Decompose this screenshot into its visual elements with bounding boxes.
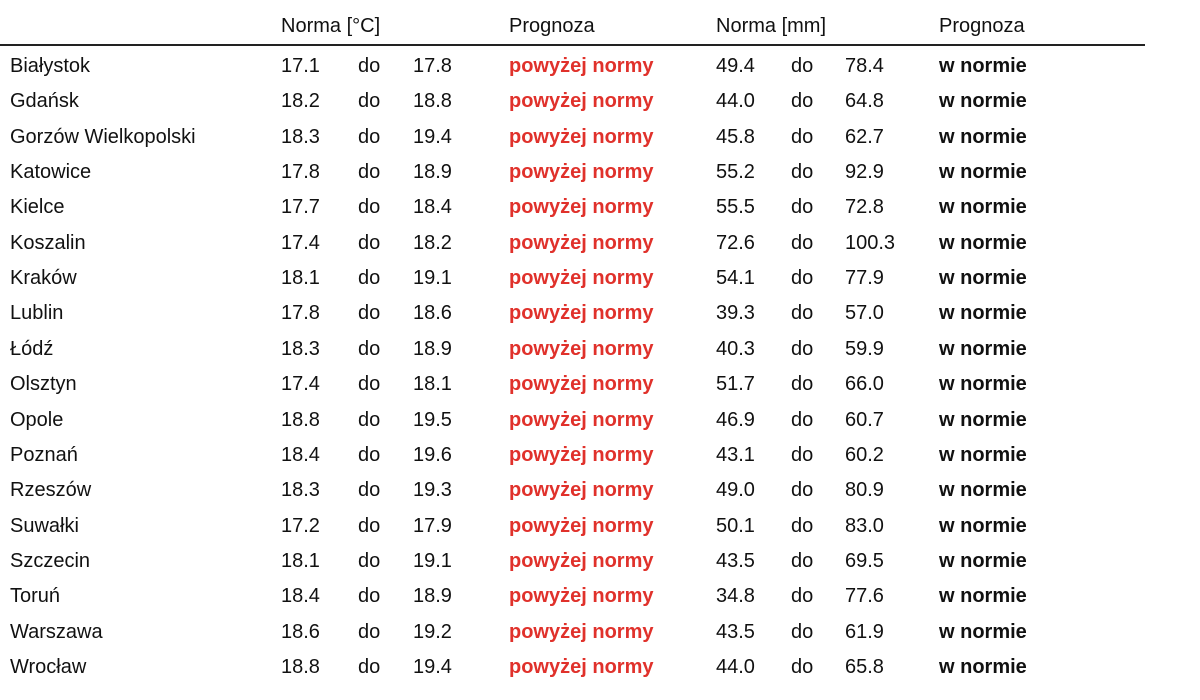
precip-norm-low-cell: 49.4: [716, 55, 755, 77]
temp-norm-low-cell: 17.8: [281, 302, 320, 325]
temp-range-separator: do: [358, 267, 381, 290]
precip-norm-low-cell: 39.3: [716, 302, 755, 325]
temp-forecast-cell: powyżej normy: [509, 514, 654, 537]
temp-forecast-cell: powyżej normy: [509, 585, 654, 608]
precip-forecast-cell: w normie: [939, 90, 1027, 113]
precip-range-separator: do: [791, 549, 814, 572]
precip-norm-high-cell: 80.9: [845, 479, 884, 502]
precip-norm-high-cell: 59.9: [845, 337, 884, 360]
city-cell: Kraków: [10, 267, 77, 290]
temp-norm-high-cell: 18.8: [413, 90, 452, 113]
table-row: [0, 650, 1200, 685]
city-cell: Warszawa: [10, 620, 103, 643]
header-precip-norm: Norma [mm]: [716, 15, 826, 37]
precip-range-separator: do: [791, 408, 814, 431]
precip-norm-low-cell: 50.1: [716, 514, 755, 537]
temp-norm-high-cell: 17.8: [413, 55, 452, 77]
precip-forecast-cell: w normie: [939, 479, 1027, 502]
precip-norm-high-cell: 66.0: [845, 373, 884, 396]
precip-forecast-cell: w normie: [939, 161, 1027, 184]
precip-norm-low-cell: 43.1: [716, 443, 755, 466]
city-cell: Białystok: [10, 55, 91, 77]
precip-range-separator: do: [791, 161, 814, 184]
precip-forecast-cell: w normie: [939, 514, 1027, 537]
temp-forecast-cell: powyżej normy: [509, 161, 654, 184]
city-cell: Poznań: [10, 443, 78, 466]
header-temp-forecast: Prognoza: [509, 15, 595, 37]
temp-norm-low-cell: 18.4: [281, 443, 320, 466]
temp-range-separator: do: [358, 373, 381, 396]
precip-range-separator: do: [791, 231, 814, 254]
temp-range-separator: do: [358, 479, 381, 502]
precip-norm-low-cell: 44.0: [716, 90, 755, 113]
precip-norm-low-cell: 46.9: [716, 408, 755, 431]
temp-norm-low-cell: 18.1: [281, 267, 320, 290]
city-cell: Suwałki: [10, 514, 79, 537]
temp-norm-low-cell: 17.7: [281, 196, 320, 219]
precip-range-separator: do: [791, 373, 814, 396]
temp-norm-high-cell: 19.6: [413, 443, 452, 466]
temp-forecast-cell: powyżej normy: [509, 655, 654, 678]
precip-norm-low-cell: 44.0: [716, 655, 755, 678]
table-row: [0, 438, 1200, 473]
precip-norm-high-cell: 69.5: [845, 549, 884, 572]
precip-norm-high-cell: 77.6: [845, 585, 884, 608]
precip-norm-high-cell: 62.7: [845, 125, 884, 148]
cropped-top-fragment: [351, 0, 361, 6]
city-cell: Gorzów Wielkopolski: [10, 125, 196, 148]
temp-forecast-cell: powyżej normy: [509, 302, 654, 325]
table-row: [0, 579, 1200, 614]
precip-forecast-cell: w normie: [939, 620, 1027, 643]
temp-norm-low-cell: 18.3: [281, 337, 320, 360]
precip-range-separator: do: [791, 514, 814, 537]
table-row: [0, 509, 1200, 544]
precip-range-separator: do: [791, 337, 814, 360]
city-cell: Katowice: [10, 161, 92, 184]
temp-forecast-cell: powyżej normy: [509, 231, 654, 254]
precip-range-separator: do: [791, 655, 814, 678]
precip-norm-low-cell: 72.6: [716, 231, 755, 254]
temp-range-separator: do: [358, 585, 381, 608]
precip-norm-low-cell: 45.8: [716, 125, 755, 148]
temp-norm-high-cell: 19.4: [413, 655, 452, 678]
cropped-top-fragment: [610, 0, 618, 6]
temp-range-separator: do: [358, 55, 381, 77]
temp-norm-low-cell: 18.1: [281, 549, 320, 572]
precip-forecast-cell: w normie: [939, 408, 1027, 431]
cropped-top-edge: [0, 0, 1200, 6]
temp-range-separator: do: [358, 443, 381, 466]
table-row: [0, 261, 1200, 296]
precip-forecast-cell: w normie: [939, 125, 1027, 148]
header-temp-norm: Norma [°C]: [281, 15, 381, 37]
temp-range-separator: do: [358, 655, 381, 678]
precip-norm-high-cell: 78.4: [845, 55, 884, 77]
city-cell: Wrocław: [10, 655, 87, 678]
precip-range-separator: do: [791, 125, 814, 148]
temp-forecast-cell: powyżej normy: [509, 549, 654, 572]
temp-range-separator: do: [358, 549, 381, 572]
temp-norm-high-cell: 18.9: [413, 161, 452, 184]
precip-norm-high-cell: 60.7: [845, 408, 884, 431]
precip-range-separator: do: [791, 620, 814, 643]
temp-norm-high-cell: 18.1: [413, 373, 452, 396]
city-cell: Kielce: [10, 196, 65, 219]
temp-norm-high-cell: 19.1: [413, 549, 452, 572]
temp-range-separator: do: [358, 196, 381, 219]
precip-norm-low-cell: 43.5: [716, 620, 755, 643]
cropped-top-fragment: [1031, 0, 1039, 6]
precip-range-separator: do: [791, 90, 814, 113]
temp-forecast-cell: powyżej normy: [509, 196, 654, 219]
temp-range-separator: do: [358, 231, 381, 254]
city-cell: Opole: [10, 408, 64, 431]
table-row: [0, 155, 1200, 190]
temp-forecast-cell: powyżej normy: [509, 620, 654, 643]
temp-norm-low-cell: 17.4: [281, 231, 320, 254]
precip-norm-low-cell: 55.2: [716, 161, 755, 184]
table-row: [0, 296, 1200, 331]
city-cell: Rzeszów: [10, 479, 92, 502]
temp-norm-high-cell: 19.5: [413, 408, 452, 431]
precip-range-separator: do: [791, 267, 814, 290]
temp-norm-low-cell: 18.4: [281, 585, 320, 608]
cropped-bottom-edge: [0, 692, 1200, 700]
temp-forecast-cell: powyżej normy: [509, 267, 654, 290]
temp-norm-low-cell: 18.8: [281, 408, 320, 431]
temp-norm-high-cell: 18.2: [413, 231, 452, 254]
temp-norm-high-cell: 19.3: [413, 479, 452, 502]
table-row: [0, 473, 1200, 508]
precip-forecast-cell: w normie: [939, 585, 1027, 608]
precip-range-separator: do: [791, 55, 814, 77]
temp-forecast-cell: powyżej normy: [509, 443, 654, 466]
temp-norm-high-cell: 19.4: [413, 125, 452, 148]
table-row: [0, 367, 1200, 402]
precip-norm-high-cell: 77.9: [845, 267, 884, 290]
precip-norm-high-cell: 57.0: [845, 302, 884, 325]
precip-forecast-cell: w normie: [939, 231, 1027, 254]
table-row: [0, 84, 1200, 119]
temp-range-separator: do: [358, 620, 381, 643]
temp-range-separator: do: [358, 337, 381, 360]
table-row: [0, 332, 1200, 367]
temp-norm-high-cell: 17.9: [413, 514, 452, 537]
precip-norm-high-cell: 60.2: [845, 443, 884, 466]
temp-norm-low-cell: 17.1: [281, 55, 320, 77]
precip-norm-low-cell: 49.0: [716, 479, 755, 502]
precip-range-separator: do: [791, 302, 814, 325]
temp-range-separator: do: [358, 302, 381, 325]
precip-norm-high-cell: 83.0: [845, 514, 884, 537]
precip-norm-low-cell: 54.1: [716, 267, 755, 290]
temp-norm-high-cell: 18.9: [413, 337, 452, 360]
temp-norm-low-cell: 18.3: [281, 479, 320, 502]
temp-range-separator: do: [358, 161, 381, 184]
precip-forecast-cell: w normie: [939, 373, 1027, 396]
table-row: [0, 403, 1200, 438]
precip-norm-high-cell: 65.8: [845, 655, 884, 678]
table-row: [0, 544, 1200, 579]
precip-forecast-cell: w normie: [939, 196, 1027, 219]
city-cell: Koszalin: [10, 231, 86, 254]
temp-forecast-cell: powyżej normy: [509, 408, 654, 431]
cropped-top-fragment: [14, 0, 44, 6]
temp-norm-low-cell: 17.8: [281, 161, 320, 184]
precip-norm-low-cell: 34.8: [716, 585, 755, 608]
temp-forecast-cell: powyżej normy: [509, 373, 654, 396]
precip-forecast-cell: w normie: [939, 267, 1027, 290]
temp-range-separator: do: [358, 90, 381, 113]
precip-forecast-cell: w normie: [939, 443, 1027, 466]
precip-range-separator: do: [791, 443, 814, 466]
precip-norm-high-cell: 61.9: [845, 620, 884, 643]
temp-norm-high-cell: 18.9: [413, 585, 452, 608]
precip-forecast-cell: w normie: [939, 55, 1027, 77]
temp-norm-high-cell: 18.6: [413, 302, 452, 325]
precip-norm-low-cell: 51.7: [716, 373, 755, 396]
temp-range-separator: do: [358, 125, 381, 148]
header-divider: [0, 44, 1145, 46]
precip-range-separator: do: [791, 196, 814, 219]
temp-norm-high-cell: 19.2: [413, 620, 452, 643]
precip-forecast-cell: w normie: [939, 655, 1027, 678]
table-row: [0, 49, 1200, 84]
temp-norm-low-cell: 18.3: [281, 125, 320, 148]
header-precip-forecast: Prognoza: [939, 15, 1025, 37]
precip-forecast-cell: w normie: [939, 302, 1027, 325]
city-cell: Olsztyn: [10, 373, 77, 396]
city-cell: Lublin: [10, 302, 64, 325]
temp-forecast-cell: powyżej normy: [509, 479, 654, 502]
table-row: [0, 226, 1200, 261]
precip-norm-low-cell: 43.5: [716, 549, 755, 572]
city-cell: Szczecin: [10, 549, 91, 572]
temp-norm-high-cell: 19.1: [413, 267, 452, 290]
precip-forecast-cell: w normie: [939, 549, 1027, 572]
temp-norm-high-cell: 18.4: [413, 196, 452, 219]
precip-range-separator: do: [791, 479, 814, 502]
temp-range-separator: do: [358, 514, 381, 537]
temp-norm-low-cell: 18.6: [281, 620, 320, 643]
temp-norm-low-cell: 18.8: [281, 655, 320, 678]
temp-forecast-cell: powyżej normy: [509, 125, 654, 148]
precip-range-separator: do: [791, 585, 814, 608]
temp-norm-low-cell: 17.4: [281, 373, 320, 396]
table-row: [0, 120, 1200, 155]
temp-forecast-cell: powyżej normy: [509, 90, 654, 113]
precip-norm-high-cell: 64.8: [845, 90, 884, 113]
precip-norm-high-cell: 72.8: [845, 196, 884, 219]
city-cell: Toruń: [10, 585, 61, 608]
temp-forecast-cell: powyżej normy: [509, 337, 654, 360]
precip-norm-low-cell: 55.5: [716, 196, 755, 219]
precip-norm-high-cell: 100.3: [845, 231, 896, 254]
city-cell: Łódź: [10, 337, 54, 360]
table-row: [0, 615, 1200, 650]
precip-forecast-cell: w normie: [939, 337, 1027, 360]
temp-norm-low-cell: 17.2: [281, 514, 320, 537]
table-row: [0, 190, 1200, 225]
precip-norm-low-cell: 40.3: [716, 337, 755, 360]
temp-range-separator: do: [358, 408, 381, 431]
city-cell: Gdańsk: [10, 90, 79, 113]
precip-norm-high-cell: 92.9: [845, 161, 884, 184]
temp-forecast-cell: powyżej normy: [509, 55, 654, 77]
temp-norm-low-cell: 18.2: [281, 90, 320, 113]
